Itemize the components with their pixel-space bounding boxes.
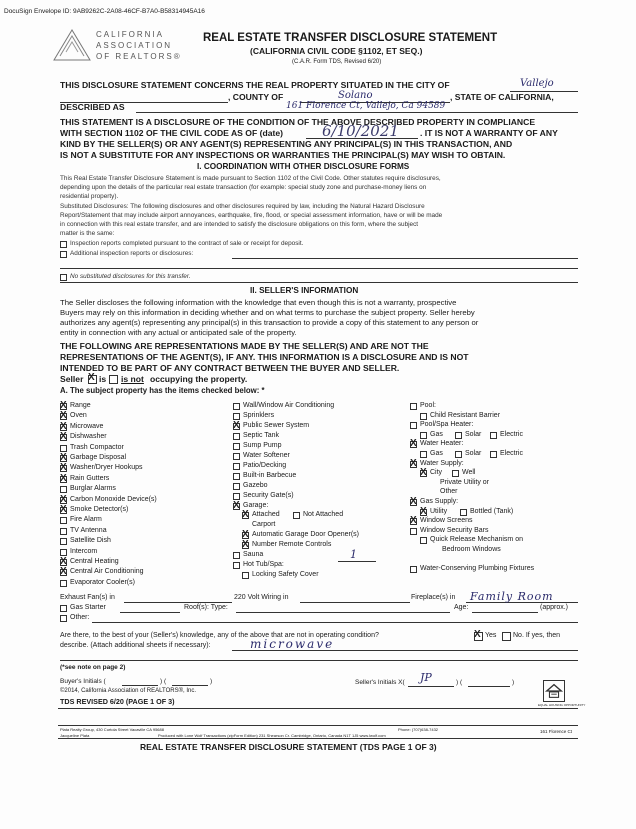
oven-checkbox[interactable] (60, 413, 67, 420)
rain-gutters-label: Rain Gutters (70, 474, 110, 482)
oven-label: Oven (70, 412, 87, 420)
microwave-label: Microwave (70, 422, 104, 430)
microwave-checkbox[interactable] (60, 424, 67, 431)
sprinklers-checkbox[interactable] (233, 413, 240, 420)
satellite-dish-checkbox[interactable] (60, 538, 67, 545)
seller-is-checkbox[interactable] (88, 375, 97, 384)
equal-housing-label: EQUAL HOUSING OPPORTUNITY (538, 703, 586, 707)
window-security-bars-checkbox[interactable] (410, 528, 417, 535)
section-1-text-5: Report/Statement that may include airport annoyances, earthquake, fire, flood, or special assessment information, have or will be made (60, 212, 443, 219)
additional-inspection-checkbox[interactable] (60, 251, 67, 258)
water-heater-label: Water Heater: (420, 440, 464, 448)
trash-compactor-label: Trash Compactor (70, 443, 124, 451)
no-substituted-label: No substituted disclosures for this transfer. (70, 273, 191, 280)
water-conserving-plumbing-fixtures-checkbox[interactable] (410, 566, 417, 573)
intro-county-label: , COUNTY OF (228, 92, 284, 102)
gazebo-label: Gazebo (243, 481, 268, 489)
quick-release-mechanism-on-checkbox[interactable] (420, 537, 427, 544)
age-label: Age: (454, 604, 469, 611)
county-value: Solano (338, 90, 373, 101)
intro-paragraph-2a: WITH SECTION 1102 OF THE CIVIL CODE AS OF (date) (60, 128, 283, 138)
revised-label: TDS REVISED 6/20 (PAGE 1 OF 3) (60, 697, 175, 706)
well-label: Well (462, 469, 476, 477)
garbage-disposal-label: Garbage Disposal (70, 454, 127, 461)
seller-label: Seller (60, 374, 84, 384)
carport-label: Carport (252, 521, 276, 529)
dishwasher-label: Dishwasher (70, 433, 107, 441)
utility-checkbox[interactable] (420, 509, 427, 516)
section-2-bold-1: THE FOLLOWING ARE REPRESENTATIONS MADE BY THE SELLER(S) AND ARE NOT THE (60, 341, 429, 351)
envelope-id: DocuSign Envelope ID: 9AB9262C-2A08-46CF-B7A0-B58314945A16 (4, 8, 205, 15)
tv-antenna-checkbox[interactable] (60, 528, 67, 535)
buyer-initials-label: Buyer's Initials ( (60, 678, 106, 685)
rain-gutters-checkbox[interactable] (60, 476, 67, 483)
see-note: (*see note on page 2) (60, 664, 126, 671)
automatic-garage-door-opener-s-label: Automatic Garage Door Opener(s) (252, 531, 359, 539)
yes-checkbox[interactable] (474, 632, 483, 641)
section-1-text-4: Substituted Disclosures: The following disclosures and other disclosures required by law, including the Natural Hazard Disclosure (60, 203, 425, 210)
logo-line-1: CALIFORNIA (96, 30, 165, 39)
inspection-reports-checkbox[interactable] (60, 241, 67, 248)
operating-question: Are there, to the best of your (Seller's) knowledge, any of the above that are not in operating condition? (60, 632, 379, 639)
broker-address: Plata Realty Group, 430 Curtola Street Vacaville CA 95688 (60, 727, 164, 732)
tv-antenna-label: TV Antenna (70, 526, 107, 534)
describe-label: describe. (Attach additional sheets if necessary): (60, 642, 211, 649)
sauna-checkbox[interactable] (233, 552, 240, 559)
patio-decking-checkbox[interactable] (233, 463, 240, 470)
electric-checkbox[interactable] (490, 432, 497, 439)
section-1-title: I. COORDINATION WITH OTHER DISCLOSURE FORMS (197, 162, 410, 171)
range-label: Range (70, 402, 91, 409)
section-2-text-4: entity in connection with any actual or anticipated sale of the property. (60, 328, 297, 337)
septic-tank-checkbox[interactable] (233, 433, 240, 440)
water-supply-label: Water Supply: (420, 459, 464, 467)
water-heater-checkbox[interactable] (410, 441, 417, 448)
solar-label: Solar (465, 430, 482, 438)
water-conserving-plumbing-fixtures-label: Water-Conserving Plumbing Fixtures (420, 565, 535, 573)
central-heating-label: Central Heating (70, 558, 119, 565)
address-value: 161 Florence Ct, Vallejo, Ca 94589 (286, 101, 446, 111)
city-checkbox[interactable] (420, 470, 427, 477)
window-screens-checkbox[interactable] (410, 518, 417, 525)
intro-state-label: , STATE OF CALIFORNIA, (450, 92, 554, 102)
gazebo-checkbox[interactable] (233, 483, 240, 490)
range-checkbox[interactable] (60, 403, 67, 410)
trash-compactor-checkbox[interactable] (60, 445, 67, 452)
equal-housing-icon (543, 680, 565, 702)
water-softener-checkbox[interactable] (233, 453, 240, 460)
security-gate-s-checkbox[interactable] (233, 493, 240, 500)
not-attached-checkbox[interactable] (293, 512, 300, 519)
hot-tub-spa-label: Hot Tub/Spa: (243, 561, 284, 569)
volt-label: 220 Volt Wiring in (234, 594, 289, 601)
gas-supply-label: Gas Supply: (420, 498, 459, 505)
gas-label: Gas (430, 450, 443, 457)
pool-label: Pool: (420, 402, 436, 409)
described-as-label: DESCRIBED AS (60, 102, 125, 112)
describe-answer: microwave (250, 637, 335, 651)
patio-decking-label: Patio/Decking (243, 461, 287, 469)
seller-initials-value: JP (420, 671, 432, 684)
section-1-text-1: This Real Estate Transfer Disclosure Statement is made pursuant to Section 1102 of the Civil Code. Other statutes require disclosures, (60, 175, 441, 182)
items-heading: A. The subject property has the items checked below: * (60, 386, 265, 395)
no-substituted-checkbox[interactable] (60, 274, 67, 281)
bottled-tank-label: Bottled (Tank) (470, 507, 514, 515)
broker-phone: Phone: (707)638-7432 (398, 727, 439, 732)
locking-safety-cover-checkbox[interactable] (242, 572, 249, 579)
copyright: ©2014, California Association of REALTORS®, Inc. (60, 688, 197, 694)
central-air-conditioning-label: Central Air Conditioning (70, 568, 144, 576)
fireplace-value: Family Room (470, 590, 554, 603)
section-2-bold-2: REPRESENTATIONS OF THE AGENT(S), IF ANY. THIS INFORMATION IS A DISCLOSURE AND IS NOT (60, 352, 469, 362)
other-checkbox[interactable] (60, 615, 67, 622)
locking-safety-cover-label: Locking Safety Cover (252, 571, 319, 579)
remote-count-value: 1 (350, 548, 357, 561)
seller-occupying-label: occupying the property. (150, 374, 248, 384)
attached-label: Attached (252, 511, 280, 519)
window-screens-label: Window Screens (420, 517, 473, 525)
document-page: DocuSign Envelope ID: 9AB9262C-2A08-46CF-B7A0-B58314945A16 CALIFORNIA ASSOCIATION OF REALTORS® REAL ESTATE TRANSFER DISCLOSURE STATEMENT (CALIFORNIA CIVIL CODE §1102, ET SEQ.) (C.A.R. Form TDS, Revised 6/20) THIS DISCLOSURE STATEMENT CONCERNS THE REAL PROPERTY SITUATED IN THE CITY OF Vallejo , COUNTY OF Solano , STATE OF CALIFORNIA, DESCRIBED AS 161 Florence Ct, Vallejo, Ca 94589 THIS STATEMENT IS A DISCLOSURE OF THE CONDITION OF THE ABOVE DESCRIBED PROPERTY IN COMPLIANCE WITH SECTION 1102 OF THE CIVIL CODE AS OF (date) 6/10/2021 . IT IS NOT A WARRANTY OF ANY KIND BY THE SELLER(S) OR ANY AGENT(S) REPRESENTING ANY PRINCIPAL(S) IN THIS TRANSACTION, AND IS NOT A SUBSTITUTE FOR ANY INSPECTIONS OR WARRANTIES THE PRINCIPAL(S) MAY WISH TO OBTAIN. I. COORDINATION WITH OTHER DISCLOSURE FORMS This Real Estate Transfer Disclosure Statement is made pursuant to Section 1102 of the Civil Code. Other statutes require disclosures, depending upon the details of the particular real estate transaction (for example: special study zone and purchase-money liens on residential property). Substituted Disclosures: The following disclosures and other disclosures required by law, including the Natural Hazard Disclosure Report/Statement that may include airport annoyances, earthquake, fire, flood, or special assessment information, have or will be made in connection with this real estate transfer, and are intended to satisfy the disclosure obligations on this form, where the subject matter is the same: Inspection reports completed pursuant to the contract of sale or receipt for deposit. Additional inspection reports or disclosures: No substituted disclosures for this transfer. II. SELLER'S INFORMATION The Seller discloses the following information with the knowledge that even though this is not a warranty, prospective Buyers may rely on this information in deciding whether and on what terms to purchase the subject property. Seller hereby authorizes any agent(s) representing any principal(s) in this transaction to provide a copy of this statement to any person or entity in connection with any actual or anticipated sale of the property. THE FOLLOWING ARE REPRESENTATIONS MADE BY THE SELLER(S) AND ARE NOT THE REPRESENTATIONS OF THE AGENT(S), IF ANY. THIS INFORMATION IS A DISCLOSURE AND IS NOT INTENDED TO BE PART OF ANY CONTRACT BETWEEN THE BUYER AND SELLER. Seller X is is not occupying the property. A. The subject property has the items checked below: * 1 Exhaust Fan(s) in 220 Volt Wiring in Fireplace(s) in Family Room Gas Starter Roof(s): Type: Age: (approx.) Other: Are there, to the best of your (Seller's) knowledge, any of the above that are not in operating condition? X Yes No. If yes, then describe. (Attach additional sheets if necessary): microwave (*see note on page 2) Buyer's Initials ( ) ( ) Seller's Initials X( JP ) ( ) ©2014, California Association of REALTORS®, Inc. TDS REVISED 6/20 (PAGE 1 OF 3) EQUAL HOUSING OPPORTUNITY Plata Realty Group, 430 Curtola Street Vacaville CA 95688 Jacqueline Plata Phone: (707)638-7432 Produced with Lone Wolf Transactions (zipForm Edition) 231 Shearson Cr. Cambridge, Ontario, Canada N1T 1J5 www.lwolf.com 161 Florence Ct REAL ESTATE TRANSFER DISCLOSURE STATEMENT (TDS PAGE 1 OF 3) X Range X Oven X Microwave X Dishwasher Trash Compactor X Garbage Disposal X Washer/Dryer Hookups X Rain Gutters Burglar Alarms X Carbon Monoxide Device(s) X Smoke Detector(s) Fire Alarm TV Antenna Satellite Dish Intercom X Central Heating X Central Air Conditioning Evaporator Cooler(s) Wall/Window Air Conditioning Sprinklers X Public Sewer System Septic Tank Sump Pump Water Softener Patio/Decking Built-in Barbecue Gazebo Security Gate(s) X Garage: X Attached Not Attached Carport X Automatic Garage Door Opener(s) X Number Remote Controls Sauna Hot Tub/Spa: Locking Safety Cover Pool: Child Resistant Barrier Pool/Spa Heater: Gas Solar Electric X Water Heater: Gas Solar Electric X Water Supply: X City Well Private Utility or Other X Gas Supply: X Utility Bottled (Tank) X Window Screens Window Security Bars Quick Release Mechanism on Bedroom Windows Water-Conserving Plumbing Fixtures (0, 0, 636, 829)
section-1-text-3: residential property). (60, 193, 119, 200)
public-sewer-system-checkbox[interactable] (233, 423, 240, 430)
form-reference: (C.A.R. Form TDS, Revised 6/20) (292, 59, 382, 65)
section-1-text-6: in connection with this real estate transfer, and are intended to satisfy the disclosure obligations on this form, where the subject (60, 221, 419, 228)
built-in-barbecue-checkbox[interactable] (233, 473, 240, 480)
exhaust-label: Exhaust Fan(s) in (60, 594, 115, 601)
well-checkbox[interactable] (452, 470, 459, 477)
no-label: No. If yes, then (513, 632, 561, 639)
seller-is-not-label: is not (121, 374, 144, 384)
footer-title: REAL ESTATE TRANSFER DISCLOSURE STATEMENT (TDS PAGE 1 OF 3) (140, 742, 437, 752)
section-1-text-2: depending upon the details of the particular real estate transaction (for example: special study zone and purchase-money liens on (60, 184, 427, 191)
number-remote-controls-checkbox[interactable] (242, 542, 249, 549)
wall-window-air-conditioning-checkbox[interactable] (233, 403, 240, 410)
other-label: Other (440, 488, 458, 496)
private-utility-or-label: Private Utility or (440, 478, 490, 486)
gas-starter-label: Gas Starter (70, 604, 106, 611)
section-1-text-7: matter is the same: (60, 230, 115, 237)
hot-tub-spa-checkbox[interactable] (233, 562, 240, 569)
section-2-bold-3: INTENDED TO BE PART OF ANY CONTRACT BETWEEN THE BUYER AND SELLER. (60, 363, 400, 373)
security-gate-s-label: Security Gate(s) (243, 491, 294, 499)
intercom-checkbox[interactable] (60, 549, 67, 556)
fire-alarm-label: Fire Alarm (70, 516, 102, 524)
fire-alarm-checkbox[interactable] (60, 517, 67, 524)
utility-label: Utility (430, 507, 448, 515)
solar-checkbox[interactable] (455, 451, 462, 458)
electric-checkbox[interactable] (490, 451, 497, 458)
sauna-label: Sauna (243, 551, 264, 559)
seller-is-label: is (99, 374, 107, 384)
central-air-conditioning-checkbox[interactable] (60, 569, 67, 576)
additional-inspection-label: Additional inspection reports or disclosures: (70, 250, 194, 257)
pool-spa-heater-label: Pool/Spa Heater: (420, 421, 474, 429)
evaporator-cooler-s-label: Evaporator Cooler(s) (70, 578, 135, 586)
form-subtitle: (CALIFORNIA CIVIL CODE §1102, ET SEQ.) (250, 46, 423, 56)
electric-label: Electric (500, 450, 523, 457)
section-2-text-2: Buyers may rely on this information in deciding whether and on what terms to purchase the subject property. Seller hereby (60, 308, 475, 317)
city-value: Vallejo (520, 78, 554, 89)
logo-line-3: OF REALTORS® (96, 52, 182, 61)
gas-supply-checkbox[interactable] (410, 499, 417, 506)
garage-checkbox[interactable] (233, 503, 240, 510)
public-sewer-system-label: Public Sewer System (243, 421, 310, 429)
seller-is-not-checkbox[interactable] (109, 375, 118, 384)
smoke-detector-s-checkbox[interactable] (60, 507, 67, 514)
intro-paragraph-2b: . IT IS NOT A WARRANTY OF ANY (420, 128, 558, 138)
footer-property: 161 Florence Ct (540, 729, 573, 734)
child-resistant-barrier-label: Child Resistant Barrier (430, 411, 501, 419)
realtors-logo-icon (52, 26, 92, 66)
water-softener-label: Water Softener (243, 451, 290, 459)
quick-release-mechanism-on-label: Quick Release Mechanism on (430, 536, 523, 544)
wall-window-air-conditioning-label: Wall/Window Air Conditioning (243, 402, 335, 409)
burglar-alarms-label: Burglar Alarms (70, 485, 116, 493)
bedroom-windows-label: Bedroom Windows (442, 546, 501, 553)
built-in-barbecue-label: Built-in Barbecue (243, 471, 297, 479)
intro-line-1: THIS DISCLOSURE STATEMENT CONCERNS THE REAL PROPERTY SITUATED IN THE CITY OF (60, 80, 450, 90)
section-2-text-3: authorizes any agent(s) representing any principal(s) in this transaction to provide a copy of this statement to any person or (60, 318, 479, 327)
water-supply-checkbox[interactable] (410, 461, 417, 468)
washer-dryer-hookups-label: Washer/Dryer Hookups (70, 464, 143, 472)
sump-pump-checkbox[interactable] (233, 443, 240, 450)
smoke-detector-s-label: Smoke Detector(s) (70, 506, 129, 513)
roof-label: Roof(s): Type: (184, 604, 228, 611)
burglar-alarms-checkbox[interactable] (60, 486, 67, 493)
septic-tank-label: Septic Tank (243, 431, 280, 439)
garbage-disposal-checkbox[interactable] (60, 455, 67, 462)
other-label: Other: (70, 614, 90, 621)
footer-info-box (58, 725, 578, 739)
bottled-tank-checkbox[interactable] (460, 509, 467, 516)
sprinklers-label: Sprinklers (243, 411, 275, 419)
electric-label: Electric (500, 430, 523, 438)
broker-agent: Jacqueline Plata (60, 733, 90, 738)
carbon-monoxide-device-s-label: Carbon Monoxide Device(s) (70, 495, 157, 503)
intro-paragraph-4: IS NOT A SUBSTITUTE FOR ANY INSPECTIONS OR WARRANTIES THE PRINCIPAL(S) MAY WISH TO OBTAIN. (60, 150, 506, 160)
pool-checkbox[interactable] (410, 403, 417, 410)
fireplace-label: Fireplace(s) in (411, 594, 456, 601)
inspection-reports-label: Inspection reports completed pursuant to the contract of sale or receipt for deposit. (70, 240, 304, 247)
seller-initials-label: Seller's Initials X( (355, 679, 405, 686)
evaporator-cooler-s-checkbox[interactable] (60, 580, 67, 587)
gas-checkbox[interactable] (420, 451, 427, 458)
window-security-bars-label: Window Security Bars (420, 526, 489, 534)
city-label: City (430, 469, 443, 477)
attached-checkbox[interactable] (242, 512, 249, 519)
gas-checkbox[interactable] (420, 432, 427, 439)
automatic-garage-door-opener-s-checkbox[interactable] (242, 532, 249, 539)
date-value: 6/10/2021 (322, 122, 399, 140)
form-title: REAL ESTATE TRANSFER DISCLOSURE STATEMENT (203, 32, 498, 44)
gas-starter-checkbox[interactable] (60, 605, 67, 612)
approx-label: (approx.) (540, 604, 569, 611)
producer-info: Produced with Lone Wolf Transactions (zipForm Edition) 231 Shearson Cr. Cambridge, Ontario, Canada N1T 1J5 www.lwolf.com (158, 733, 386, 738)
intercom-label: Intercom (70, 547, 98, 555)
sump-pump-label: Sump Pump (243, 441, 282, 449)
solar-label: Solar (465, 450, 482, 457)
dishwasher-checkbox[interactable] (60, 434, 67, 441)
number-remote-controls-label: Number Remote Controls (252, 541, 332, 549)
child-resistant-barrier-checkbox[interactable] (420, 413, 427, 420)
intro-paragraph-3: KIND BY THE SELLER(S) OR ANY AGENT(S) REPRESENTING ANY PRINCIPAL(S) IN THIS TRANSACTION, AND (60, 139, 513, 149)
carbon-monoxide-device-s-checkbox[interactable] (60, 497, 67, 504)
yes-label: Yes (485, 632, 497, 639)
washer-dryer-hookups-checkbox[interactable] (60, 465, 67, 472)
garage-label: Garage: (243, 501, 269, 509)
not-attached-label: Not Attached (303, 511, 344, 519)
no-checkbox[interactable] (502, 632, 511, 641)
pool-spa-heater-checkbox[interactable] (410, 422, 417, 429)
satellite-dish-label: Satellite Dish (70, 537, 111, 545)
gas-label: Gas (430, 430, 443, 438)
section-2-title: II. SELLER'S INFORMATION (250, 286, 359, 295)
intro-paragraph-1: THIS STATEMENT IS A DISCLOSURE OF THE CONDITION OF THE ABOVE DESCRIBED PROPERTY IN COMPLIANCE (60, 117, 536, 127)
solar-checkbox[interactable] (455, 432, 462, 439)
logo-line-2: ASSOCIATION (96, 41, 173, 50)
section-2-text-1: The Seller discloses the following information with the knowledge that even though this is not a warranty, prospective (60, 298, 457, 307)
central-heating-checkbox[interactable] (60, 559, 67, 566)
